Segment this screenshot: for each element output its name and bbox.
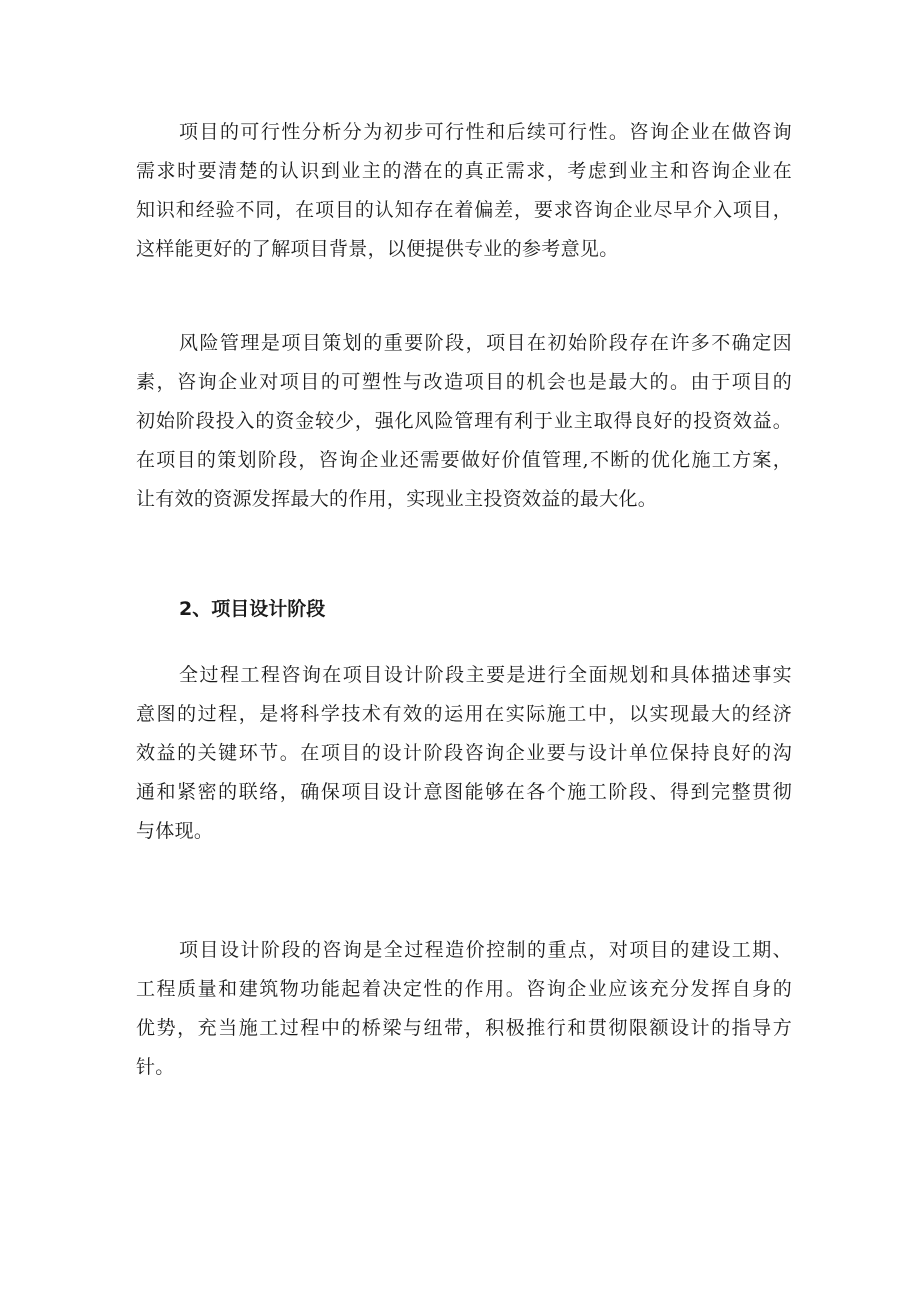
- section-heading: 2、项目设计阶段: [179, 598, 326, 620]
- paragraph-feasibility: [136, 113, 792, 269]
- paragraph-line: 通和紧密的联络，确保项目设计意图能够在各个施工阶段、得到完整贯彻: [136, 781, 792, 803]
- paragraph-line: 风险管理是项目策划的重要阶段，项目在初始阶段存在许多不确定因: [179, 332, 792, 354]
- paragraph-line: 工程质量和建筑物功能起着决定性的作用。咨询企业应该充分发挥自身的: [136, 978, 792, 1000]
- paragraph-line: 项目设计阶段的咨询是全过程造价控制的重点，对项目的建设工期、: [179, 939, 792, 961]
- paragraph-line: 需求时要清楚的认识到业主的潜在的真正需求，考虑到业主和咨询企业在: [136, 160, 792, 182]
- paragraph-line: 知识和经验不同，在项目的认知存在着偏差，要求咨询企业尽早介入项目，: [136, 199, 792, 221]
- paragraph-line: 这样能更好的了解项目背景，以便提供专业的参考意见。: [136, 238, 619, 260]
- paragraph-line: 意图的过程，是将科学技术有效的运用在实际施工中，以实现最大的经济: [136, 703, 792, 725]
- paragraph-line: 针。: [136, 1056, 175, 1078]
- paragraph-line: 优势，充当施工过程中的桥梁与纽带，积极推行和贯彻限额设计的指导方: [136, 1017, 792, 1039]
- paragraph-line: 让有效的资源发挥最大的作用，实现业主投资效益的最大化。: [136, 488, 658, 510]
- paragraph-line: 初始阶段投入的资金较少，强化风险管理有利于业主取得良好的投资效益。: [136, 410, 792, 432]
- paragraph-line: 与体现。: [136, 820, 214, 842]
- paragraph-line: 全过程工程咨询在项目设计阶段主要是进行全面规划和具体描述事实: [179, 664, 792, 686]
- paragraph-line: 素，咨询企业对项目的可塑性与改造项目的机会也是最大的。由于项目的: [136, 371, 792, 393]
- paragraph-risk-management: [136, 324, 792, 519]
- paragraph-line: 项目的可行性分析分为初步可行性和后续可行性。咨询企业在做咨询: [179, 121, 792, 143]
- paragraph-design-consulting: [136, 931, 792, 1087]
- paragraph-design-stage: [136, 656, 792, 851]
- paragraph-line: 在项目的策划阶段，咨询企业还需要做好价值管理,不断的优化施工方案，: [136, 449, 792, 471]
- paragraph-line: 效益的关键环节。在项目的设计阶段咨询企业要与设计单位保持良好的沟: [136, 742, 792, 764]
